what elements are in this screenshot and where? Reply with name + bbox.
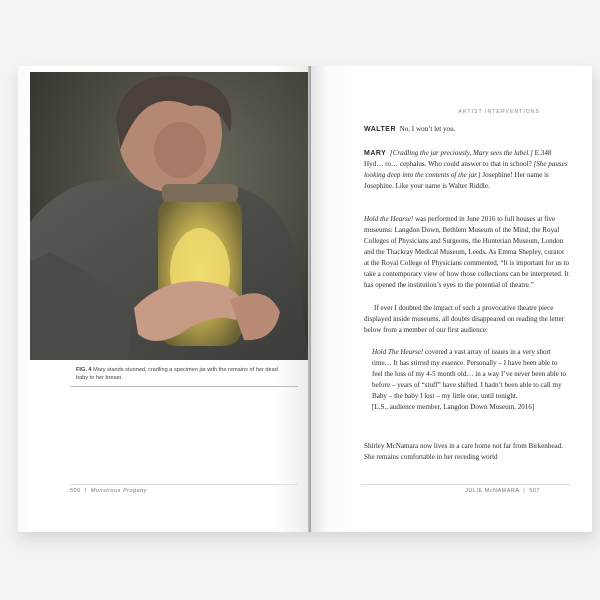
mary-speech-2: Josephine! Her name is Josephine. Like your name is Walter Riddle. — [364, 171, 549, 190]
caption-text: Mary stands stunned, cradling a specimen jar with the remains of her dead baby to her breast. — [76, 367, 278, 381]
footer-author: JULIE McNAMARA — [465, 488, 520, 494]
footer-divider-left — [70, 484, 298, 485]
audience-quote — [372, 347, 568, 413]
quote-text: covered a vast array of issues in a very short time… It has stirred my essence. Personally – I have been able to feel the loss of my 4-5 month old… in a way I’ve never been able to before – years of “stuff” have shifted. I hadn’t been able to call my Baby – the baby I lost – my little one, until tonight. — [372, 348, 567, 400]
right-page-number: 507 — [529, 488, 540, 494]
left-page-number: 506 — [70, 488, 81, 494]
mary-stage-direction-1: [Cradling the jar preciously, Mary sees the label.] — [389, 149, 533, 157]
play-title: Hold the Hearse! — [364, 215, 414, 223]
left-footer: 506 | Monstrous Progeny — [70, 488, 147, 494]
right-footer: JULIE McNAMARA | 507 — [465, 488, 540, 494]
quote-source: [L.S., audience member, Langdon Down Museum, 2016] — [372, 403, 535, 411]
mary-stage-direction-2: [She pauses looking deep into the contents of the jar.] — [364, 160, 568, 179]
paragraph-2-text: If ever I doubted the impact of such a provocative theatre piece displayed inside museums, all doubts disappeared on reading the letter below from a member of our first audience: — [364, 304, 565, 334]
paragraph-performance — [364, 214, 570, 291]
footer-divider-right — [361, 484, 571, 485]
paragraph-3-text: Shirley McNamara now lives in a care home not far from Birkenhead. She remains comfortable in her receding world — [364, 442, 563, 461]
mary-speech-1: E.348 Hyd… ro… cephalus. Who could answer to that in school? — [364, 149, 552, 168]
walter-line-block — [364, 124, 570, 135]
running-head: ARTIST INTERVENTIONS — [458, 109, 540, 115]
left-page — [18, 66, 309, 532]
figure-caption — [76, 366, 291, 382]
mary-speaker: MARY — [364, 150, 387, 157]
walter-line: No, I won’t let you. — [399, 125, 456, 133]
walter-speaker: WALTER — [364, 126, 397, 133]
caption-divider — [70, 386, 298, 387]
mary-line-block — [364, 148, 570, 192]
caption-label: FIG. 4 — [76, 367, 92, 373]
quote-title: Hold The Hearse! — [372, 348, 424, 356]
paragraph-shirley — [364, 441, 570, 463]
paragraph-1-text: was performed in June 2016 to full houses at five museums: Langdon Down, Bethlem Museum of the Mind, the Royal Colleges of Physicians and Surgeons, the Hunterian Museum, London and the Thackray Medical Museum, Leeds. As Emma Shepley, curator at the Royal College of Physicians commented, “It is important for us to take a contemporary view of how those collections can be interpreted. It has opened the institution’s eyes to the potential of theatre.” — [364, 215, 570, 289]
theatre-photo — [30, 72, 309, 360]
right-page — [311, 66, 592, 532]
book-title: Monstrous Progeny — [90, 488, 147, 494]
paragraph-impact — [364, 303, 570, 336]
open-book — [10, 66, 590, 536]
